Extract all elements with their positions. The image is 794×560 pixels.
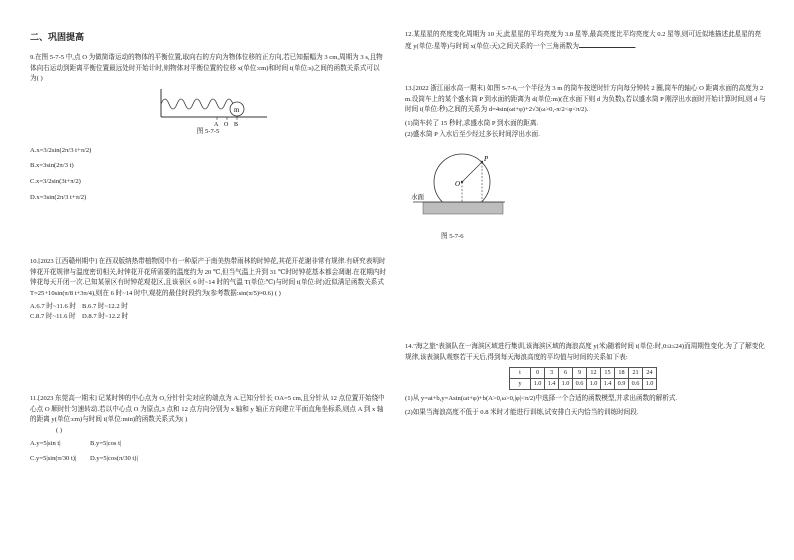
- table-cell: 0.6: [629, 379, 643, 390]
- q14-text: 14."海之旅"表演队在一海滨区域进行集训,该海滨区域的海浪高度 y(米)随着时间 t(单位:时,0≤t≤24)而周期性变化.为了了解变化规律,该表演队观察若干天后,得到每天海浪高度的平均值与时间的关系如下表:: [405, 343, 765, 361]
- table-row-y: [510, 379, 657, 390]
- table-cell: 1.4: [601, 379, 615, 390]
- table-cell: 18: [615, 368, 629, 379]
- table-cell: 9: [573, 368, 587, 379]
- table-cell: 21: [629, 368, 643, 379]
- q9-option-a: A.x=3/2sin(2π/3 t+π/2): [30, 146, 92, 154]
- table-header-y: y: [510, 379, 531, 390]
- table-cell: 0: [531, 368, 545, 379]
- point-p-label: P: [484, 155, 489, 164]
- table-cell: 3: [545, 368, 559, 379]
- water-surface-label: 水面: [411, 194, 424, 202]
- table-cell: 1.0: [643, 379, 657, 390]
- table-cell: 0.9: [615, 379, 629, 390]
- q9-option-d: D.x=3sin(2π/3 t+π/2): [30, 193, 87, 201]
- q11-option-d: D.y=5|cos(π/30 t)|: [90, 455, 138, 463]
- table-cell: 15: [601, 368, 615, 379]
- q10-option-c: C.8.7 时~11.6 时: [30, 313, 76, 321]
- waterwheel-figure: [407, 142, 507, 232]
- q10-text: 10.[2023 江西赣州期中] 在西双版纳热带植物园中有一种原产于南美热带雨林的时钟花,其花开花谢非常有规律.有研究表明时钟花开花规律与温度密切相关,时钟花开花所需要的温度约为 20 ℃,但当气温上升到 31 ℃时时钟花基本都会凋谢.在花期内时钟花每天开闭一次.已知某景区有时钟花观花区,且该景区 6 时~14 时的气温 T(单位:℃)与时间 t(单位:时)近似满足函数关系式 T=25+10sin(π/8 t+3π/4),则在 6 时~14 时中,观花的最佳时段约为(参考数据:sin(π/5)≈0.6) ( ): [30, 258, 386, 298]
- q11-paren: ( ): [56, 427, 63, 435]
- table-row-t: [510, 368, 657, 379]
- q10-option-a: A.6.7 时~11.6 时: [30, 302, 76, 310]
- table-cell: 1.0: [587, 379, 601, 390]
- point-o-label: O: [224, 122, 229, 128]
- point-a-label: A: [214, 122, 219, 128]
- q14-sub1: (1)从 y=at+b,y=Asin(ωt+φ)+b(A>0,ω>0,|φ|<π/2)中选择一个合适的函数模型,并求出函数的解析式.: [405, 395, 678, 403]
- q11-option-c: C.y=5|sin(π/30 t)|: [30, 455, 77, 463]
- q11-option-b: B.y=5|cos t|: [90, 439, 122, 447]
- q11-option-a: A.y=5|sin t|: [30, 439, 61, 447]
- table-cell: 6: [559, 368, 573, 379]
- mass-label: m: [234, 106, 240, 115]
- q9-option-b: B.x=3sin(2π/3 t): [30, 162, 74, 170]
- table-header-t: t: [510, 368, 531, 379]
- question-11: [30, 394, 386, 465]
- section-title: 二、巩固提高: [30, 32, 85, 42]
- q10-option-d: D.8.7 时~12.2 时: [82, 313, 129, 321]
- center-o-label: O: [455, 180, 461, 189]
- question-14: [405, 342, 767, 419]
- table-cell: 1.0: [559, 379, 573, 390]
- q12-text: 12.某星星的亮度变化周期为 10 天,此星星的平均亮度为 3.8 星等,最高亮度比平均亮度大 0.2 星等,则可近似地描述此星星的亮度 y(单位:星等)与时间 x(单位:天)之间关系的一个三角函数为: [405, 31, 762, 50]
- table-cell: 24: [643, 368, 657, 379]
- table-cell: 12: [587, 368, 601, 379]
- q9-option-c: C.x=3/2sin(3t+π/2): [30, 178, 81, 186]
- question-10: [30, 257, 386, 323]
- wave-height-table: [509, 367, 657, 390]
- q11-text: 11.[2023 东莞高一期末] 记某时钟的中心点为 O,分针针尖对应的端点为 A.已知分针长 OA=5 cm,且分针从 12 点位置开始绕中心点 O 顺时针匀速转动.若以中心点 O 为原点,3 点和 12 点方向分别为 x 轴和 y 轴正方向建立平面直角坐标系,则点 A 到 x 轴的距离 y(单位:cm)与时间 t(单位:min)的函数关系式为( ): [30, 395, 385, 424]
- q9-text: 9.在图 5-7-5 中,点 O 为做简谐运动的物体的平衡位置,取向右的方向为物体位移的正方向,若已知振幅为 3 cm,周期为 3 s,且物体向右运动到距离平衡位置最远处时开始计时,则物体对平衡位置的位移 x(单位:cm)和时间 t(单位:s)之间的函数关系式可以为( ): [30, 54, 383, 83]
- question-13: [405, 84, 767, 243]
- q13-sub2: (2)盛水筒 P 入水后至少经过多长时间浮出水面.: [405, 130, 540, 138]
- point-b-label: B: [234, 122, 239, 128]
- question-9: [30, 53, 386, 203]
- q13-sub1: (1)筒车转了 15 秒时,求盛水筒 P 到水面的距离.: [405, 120, 539, 128]
- q14-sub2: (2)如果当海浪高度不低于 0.8 米时才能进行训练,试安排白天内恰当的训练时间段.: [405, 409, 639, 417]
- q9-figure-caption: 图 5-7-5: [196, 128, 220, 136]
- question-12: 12.某星星的亮度变化周期为 10 天,此星星的平均亮度为 3.8 星等,最高亮度比平均亮度大 0.2 星等,则可近似地描述此星星的亮度 y(单位:星等)与时间 x(单位:天)之间关系的一个三角函数为 .: [405, 31, 762, 50]
- spring-figure: [155, 87, 275, 127]
- q13-figure-caption: 图 5-7-6: [441, 233, 464, 241]
- q12-answer-blank: [579, 41, 635, 48]
- q13-text: 13.[2022 浙江丽水高一期末] 如图 5-7-6,一个半径为 3 m 的筒车按逆时针方向每分钟转 2 圈,筒车的轴心 O 距离水面的高度为 2 m.设筒车上的某个盛水筒 P 到水面的距离为 d(单位:m)(在水面下则 d 为负数),若以盛水筒 P 刚浮出水面时开始计算时间,则 d 与时间 t(单位:秒)之间的关系为 d=4sin(ωt+φ)+2√3(ω>0,-π/2<φ<π/2).: [405, 85, 766, 114]
- table-cell: 1.0: [531, 379, 545, 390]
- q10-option-b: B.6.7 时~12.2 时: [82, 302, 128, 310]
- table-cell: 1.4: [545, 379, 559, 390]
- table-cell: 0.6: [573, 379, 587, 390]
